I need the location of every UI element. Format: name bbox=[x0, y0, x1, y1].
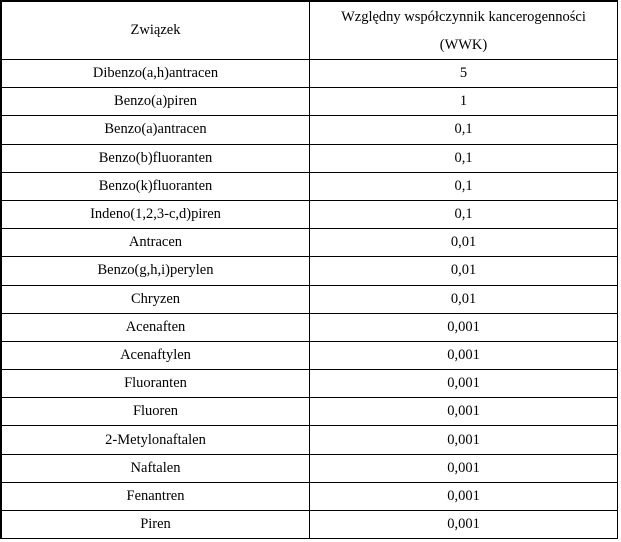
table-row bbox=[2, 426, 618, 454]
coefficient-cell: 0,1 bbox=[310, 200, 618, 228]
compound-cell: Chryzen bbox=[2, 285, 310, 313]
carcinogenicity-table bbox=[1, 1, 618, 539]
compound-cell: Acenaften bbox=[2, 313, 310, 341]
compound-cell: Fluoren bbox=[2, 398, 310, 426]
table-row bbox=[2, 482, 618, 510]
table-row bbox=[2, 88, 618, 116]
coefficient-cell: 0,001 bbox=[310, 398, 618, 426]
table-row bbox=[2, 257, 618, 285]
compound-cell: Acenaftylen bbox=[2, 341, 310, 369]
compound-cell: Indeno(1,2,3-c,d)piren bbox=[2, 200, 310, 228]
header-coefficient-line2: (WWK) bbox=[439, 37, 488, 53]
coefficient-cell: 0,001 bbox=[310, 482, 618, 510]
compound-cell: Antracen bbox=[2, 229, 310, 257]
compound-cell: Benzo(b)fluoranten bbox=[2, 144, 310, 172]
coefficient-cell: 0,001 bbox=[310, 313, 618, 341]
table-row bbox=[2, 200, 618, 228]
coefficient-cell: 0,01 bbox=[310, 285, 618, 313]
compound-cell: Fenantren bbox=[2, 482, 310, 510]
table-row bbox=[2, 144, 618, 172]
compound-cell: Benzo(k)fluoranten bbox=[2, 172, 310, 200]
coefficient-cell: 0,1 bbox=[310, 116, 618, 144]
coefficient-cell: 0,1 bbox=[310, 172, 618, 200]
coefficient-cell: 0,001 bbox=[310, 370, 618, 398]
coefficient-cell: 5 bbox=[310, 60, 618, 88]
table-body bbox=[2, 60, 618, 539]
table-header-row bbox=[2, 2, 618, 60]
coefficient-cell: 0,01 bbox=[310, 229, 618, 257]
compound-cell: Fluoranten bbox=[2, 370, 310, 398]
compound-cell: Benzo(g,h,i)perylen bbox=[2, 257, 310, 285]
compound-cell: Benzo(a)antracen bbox=[2, 116, 310, 144]
table-row bbox=[2, 370, 618, 398]
table-header bbox=[2, 2, 618, 60]
coefficient-cell: 0,1 bbox=[310, 144, 618, 172]
header-coefficient bbox=[310, 2, 618, 60]
table-row bbox=[2, 116, 618, 144]
header-coefficient-line1: Względny współczynnik kancerogenności bbox=[341, 9, 586, 25]
table-row bbox=[2, 511, 618, 539]
compound-cell: Piren bbox=[2, 511, 310, 539]
compound-cell: Dibenzo(a,h)antracen bbox=[2, 60, 310, 88]
table-row bbox=[2, 229, 618, 257]
table-row bbox=[2, 172, 618, 200]
table-row bbox=[2, 60, 618, 88]
compound-cell: Naftalen bbox=[2, 454, 310, 482]
compound-cell: Benzo(a)piren bbox=[2, 88, 310, 116]
coefficient-cell: 0,001 bbox=[310, 341, 618, 369]
coefficient-cell: 1 bbox=[310, 88, 618, 116]
table-row bbox=[2, 313, 618, 341]
table-row bbox=[2, 398, 618, 426]
compound-cell: 2-Metylonaftalen bbox=[2, 426, 310, 454]
header-compound: Związek bbox=[2, 2, 310, 60]
table-row bbox=[2, 285, 618, 313]
coefficient-cell: 0,01 bbox=[310, 257, 618, 285]
table-row bbox=[2, 341, 618, 369]
coefficient-cell: 0,001 bbox=[310, 426, 618, 454]
coefficient-cell: 0,001 bbox=[310, 454, 618, 482]
table-row bbox=[2, 454, 618, 482]
coefficient-cell: 0,001 bbox=[310, 511, 618, 539]
